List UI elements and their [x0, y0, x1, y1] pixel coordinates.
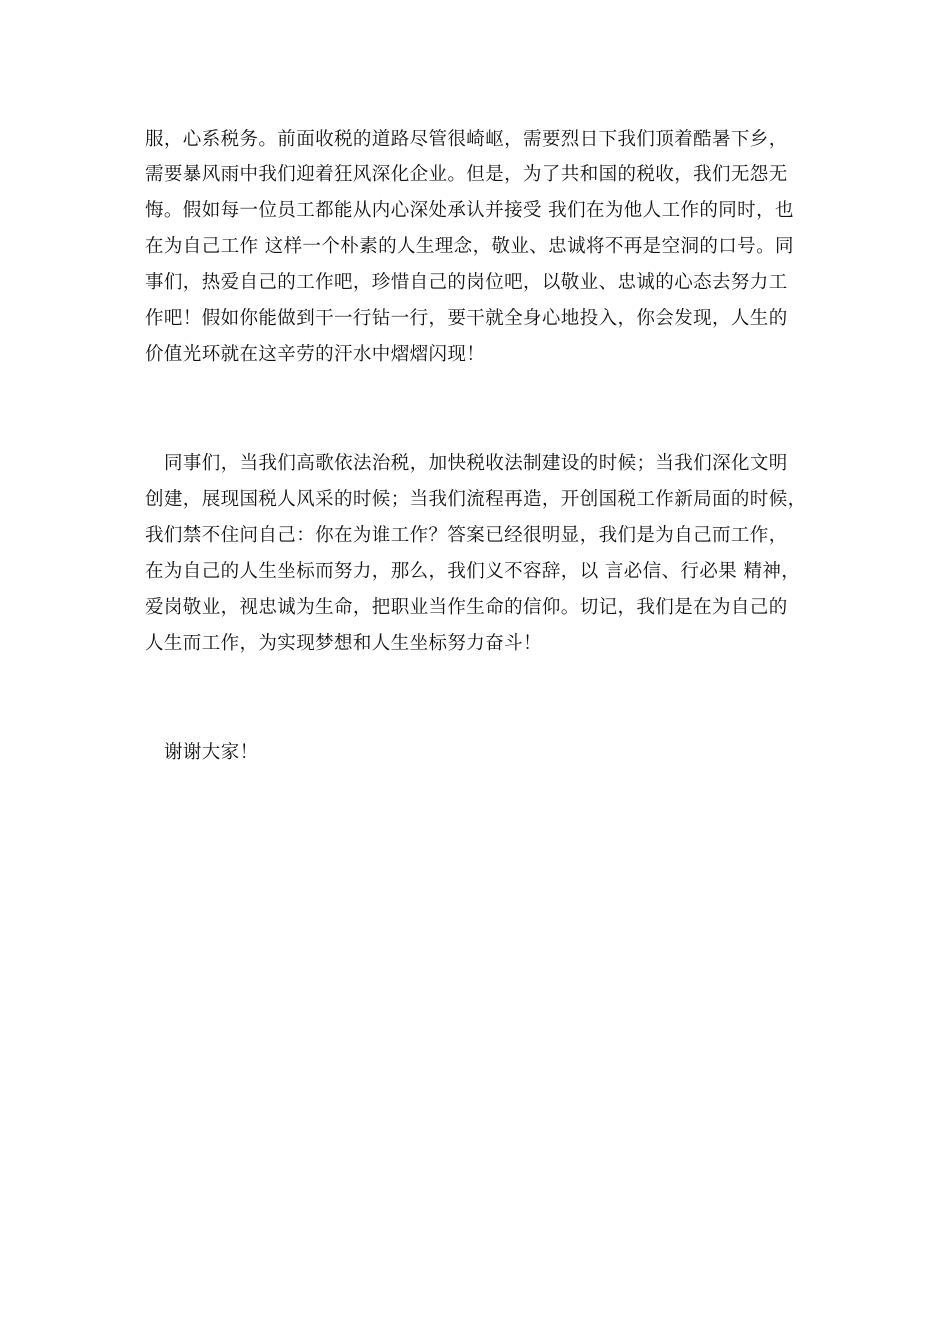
paragraph-line: 事们，热爱自己的工作吧，珍惜自己的岗位吧，以敬业、忠诚的心态去努力工 — [145, 272, 788, 293]
paragraph-line: 服，心系税务。前面收税的道路尽管很崎岖，需要烈日下我们顶着酷暑下乡， — [145, 129, 788, 150]
paragraph-line: 同事们，当我们高歌依法治税，加快税收法制建设的时候；当我们深化文明 — [164, 453, 788, 474]
paragraph-line: 创建，展现国税人风采的时候；当我们流程再造，开创国税工作新局面的时候， — [145, 489, 807, 510]
paragraph-line: 人生而工作，为实现梦想和人生坐标努力奋斗！ — [145, 633, 542, 654]
paragraph-line: 我们禁不住问自己：你在为谁工作？答案已经很明显，我们是为自己而工作， — [145, 525, 788, 546]
paragraph-line: 爱岗敬业，视忠诚为生命，把职业当作生命的信仰。切记，我们是在为自己的 — [145, 597, 788, 618]
paragraph-line: 悔。假如每一位员工都能从内心深处承认并接受 我们在为他人工作的同时，也 — [145, 200, 794, 221]
paragraph-line: 在为自己工作 这样一个朴素的人生理念，敬业、忠诚将不再是空洞的口号。同 — [145, 236, 794, 257]
paragraph-line: 需要暴风雨中我们迎着狂风深化企业。但是，为了共和国的税收，我们无怨无 — [145, 164, 788, 185]
paragraph-line: 作吧！假如你能做到干一行钻一行，要干就全身心地投入，你会发现，人生的 — [145, 308, 788, 329]
closing-text: 谢谢大家！ — [164, 742, 259, 763]
paragraph-line: 价值光环就在这辛劳的汗水中熠熠闪现！ — [145, 344, 486, 365]
paragraph-line: 在为自己的人生坐标而努力，那么，我们义不容辞，以 言必信、行必果 精神， — [145, 561, 801, 582]
